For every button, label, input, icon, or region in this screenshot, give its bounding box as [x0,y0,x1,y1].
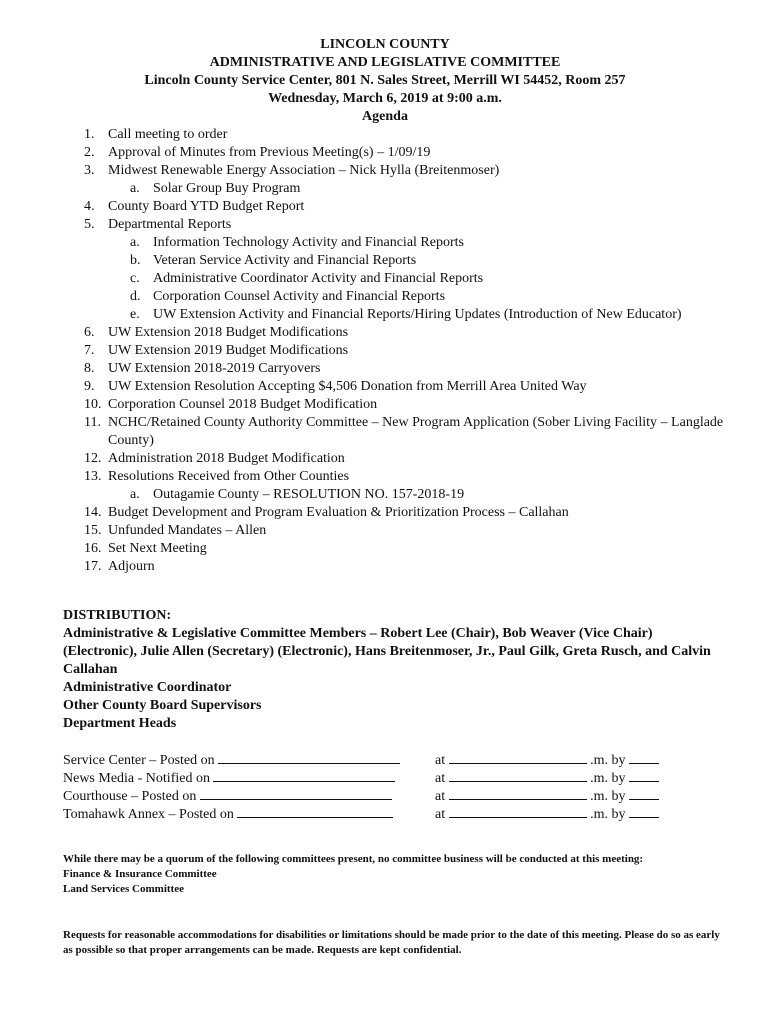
agenda-subitem [84,288,724,306]
agenda-subitem [84,306,724,324]
item-number: 16. [84,541,102,556]
item-number: 11. [84,415,101,430]
agenda-item [84,558,724,576]
committee-title: ADMINISTRATIVE AND LEGISLATIVE COMMITTEE [209,55,561,70]
item-text: UW Extension Resolution Accepting $4,506 Donation from Merrill Area United Way [108,379,587,394]
agenda-item [84,360,724,378]
subitem-text: Veteran Service Activity and Financial Reports [153,253,417,268]
at-label: at [435,807,446,822]
item-text: UW Extension 2018 Budget Modifications [108,325,349,340]
subitem-text: Solar Group Buy Program [153,181,301,196]
subitem-text: UW Extension Activity and Financial Reports/Hiring Updates (Introduction of New Educator) [153,307,682,322]
item-text: Resolutions Received from Other Counties [108,469,350,484]
item-text: Administration 2018 Budget Modification [108,451,345,466]
posting-label-wrap [63,750,400,770]
at-label: at [435,789,446,804]
time-suffix: .m. by [590,789,626,804]
time-suffix: .m. by [590,753,626,768]
item-number: 3. [84,163,95,178]
item-text: Adjourn [108,559,155,574]
posting-time-wrap [435,804,659,824]
accommodations-notice [63,928,723,958]
item-text: Corporation Counsel 2018 Budget Modification [108,397,378,412]
agenda-item [84,162,724,180]
quorum-text: While there may be a quorum of the following committees present, no committee business will be conducted at this meeting: [63,853,644,865]
item-number: 4. [84,199,95,214]
date-blank[interactable] [218,750,400,764]
agenda-item [84,216,724,234]
distribution-section [63,607,713,733]
time-blank[interactable] [449,768,587,782]
item-number: 6. [84,325,95,340]
agenda-subitem [84,180,724,198]
agenda-item [84,504,724,522]
subitem-letter: a. [130,487,140,502]
subitem-letter: c. [130,271,140,286]
item-number: 8. [84,361,95,376]
posting-row [63,786,723,804]
distribution-line: Other County Board Supervisors [63,698,262,713]
item-text: UW Extension 2019 Budget Modifications [108,343,349,358]
date-blank[interactable] [213,768,395,782]
subitem-text: Corporation Counsel Activity and Financial Reports [153,289,446,304]
agenda-subitem [84,234,724,252]
time-blank[interactable] [449,804,587,818]
distribution-members: Administrative & Legislative Committee Members – Robert Lee (Chair), Bob Weaver (Vice Chair)(Electronic), Julie Allen (Secretary) (Electronic), Hans Breitenmoser, Jr., Paul Gilk, Greta Rusch, and Calvin Callahan [63,626,711,677]
quorum-committee: Land Services Committee [63,883,184,895]
agenda-item [84,522,724,540]
agenda-item [84,540,724,558]
item-number: 7. [84,343,95,358]
posting-row [63,804,723,822]
date-blank[interactable] [200,786,392,800]
meeting-location: Lincoln County Service Center, 801 N. Sales Street, Merrill WI 54452, Room 257 [144,73,626,88]
time-blank[interactable] [449,786,587,800]
item-number: 2. [84,145,95,160]
item-text: Approval of Minutes from Previous Meeting(s) – 1/09/19 [108,145,431,160]
posting-label: News Media - Notified on [63,771,210,786]
posting-time-wrap [435,750,659,770]
subitem-text: Information Technology Activity and Financial Reports [153,235,464,250]
agenda-item [84,450,724,468]
distribution-line: Department Heads [63,716,177,731]
agenda-item [84,342,724,360]
item-text: UW Extension 2018-2019 Carryovers [108,361,321,376]
subitem-letter: a. [130,181,140,196]
item-text: County Board YTD Budget Report [108,199,305,214]
agenda-item [84,468,724,486]
initials-blank[interactable] [629,804,659,818]
item-number: 5. [84,217,95,232]
subitem-letter: d. [130,289,141,304]
item-number: 12. [84,451,102,466]
posting-label-wrap [63,786,392,806]
subitem-letter: a. [130,235,140,250]
item-text: Budget Development and Program Evaluation & Prioritization Process – Callahan [108,505,569,520]
item-text: Unfunded Mandates – Allen [108,523,267,538]
posting-log [63,750,723,822]
agenda-item [84,126,724,144]
initials-blank[interactable] [629,768,659,782]
agenda-item [84,378,724,396]
item-text: Call meeting to order [108,127,228,142]
time-suffix: .m. by [590,771,626,786]
at-label: at [435,771,446,786]
initials-blank[interactable] [629,750,659,764]
meeting-datetime: Wednesday, March 6, 2019 at 9:00 a.m. [268,91,502,106]
item-text: NCHC/Retained County Authority Committee – New Program Application (Sober Living Facility – Langlade County) [108,415,724,448]
posting-label-wrap [63,804,393,824]
subitem-letter: e. [130,307,140,322]
posting-label: Service Center – Posted on [63,753,215,768]
quorum-committee: Finance & Insurance Committee [63,868,217,880]
subitem-letter: b. [130,253,141,268]
item-number: 17. [84,559,102,574]
item-text: Set Next Meeting [108,541,207,556]
agenda-item [84,144,724,162]
subitem-text: Administrative Coordinator Activity and Financial Reports [153,271,484,286]
item-number: 15. [84,523,102,538]
agenda-item [84,396,724,414]
county-title: LINCOLN COUNTY [320,37,450,52]
agenda-item [84,324,724,342]
item-text: Departmental Reports [108,217,232,232]
item-number: 1. [84,127,95,142]
agenda-item [84,414,724,450]
posting-time-wrap [435,768,659,788]
posting-row [63,750,723,768]
quorum-notice [63,852,723,897]
posting-time-wrap [435,786,659,806]
agenda-label: Agenda [362,109,408,124]
time-suffix: .m. by [590,807,626,822]
agenda-header [0,36,770,126]
posting-label: Tomahawk Annex – Posted on [63,807,234,822]
item-number: 13. [84,469,102,484]
item-number: 9. [84,379,95,394]
posting-label-wrap [63,768,395,788]
agenda-subitem [84,486,724,504]
posting-label: Courthouse – Posted on [63,789,197,804]
accommodations-text: Requests for reasonable accommodations for disabilities or limitations should be made prior to the date of this meeting. Please do so as early as possible so that proper arrangements can be made. Requests are kept confidential. [63,929,720,956]
at-label: at [435,753,446,768]
subitem-text: Outagamie County – RESOLUTION NO. 157-2018-19 [153,487,465,502]
agenda-list [84,126,724,576]
agenda-subitem [84,252,724,270]
item-number: 10. [84,397,102,412]
distribution-line: Administrative Coordinator [63,680,232,695]
time-blank[interactable] [449,750,587,764]
date-blank[interactable] [237,804,393,818]
item-number: 14. [84,505,102,520]
distribution-heading: DISTRIBUTION: [63,608,172,623]
item-text: Midwest Renewable Energy Association – Nick Hylla (Breitenmoser) [108,163,500,178]
initials-blank[interactable] [629,786,659,800]
posting-row [63,768,723,786]
agenda-item [84,198,724,216]
agenda-subitem [84,270,724,288]
